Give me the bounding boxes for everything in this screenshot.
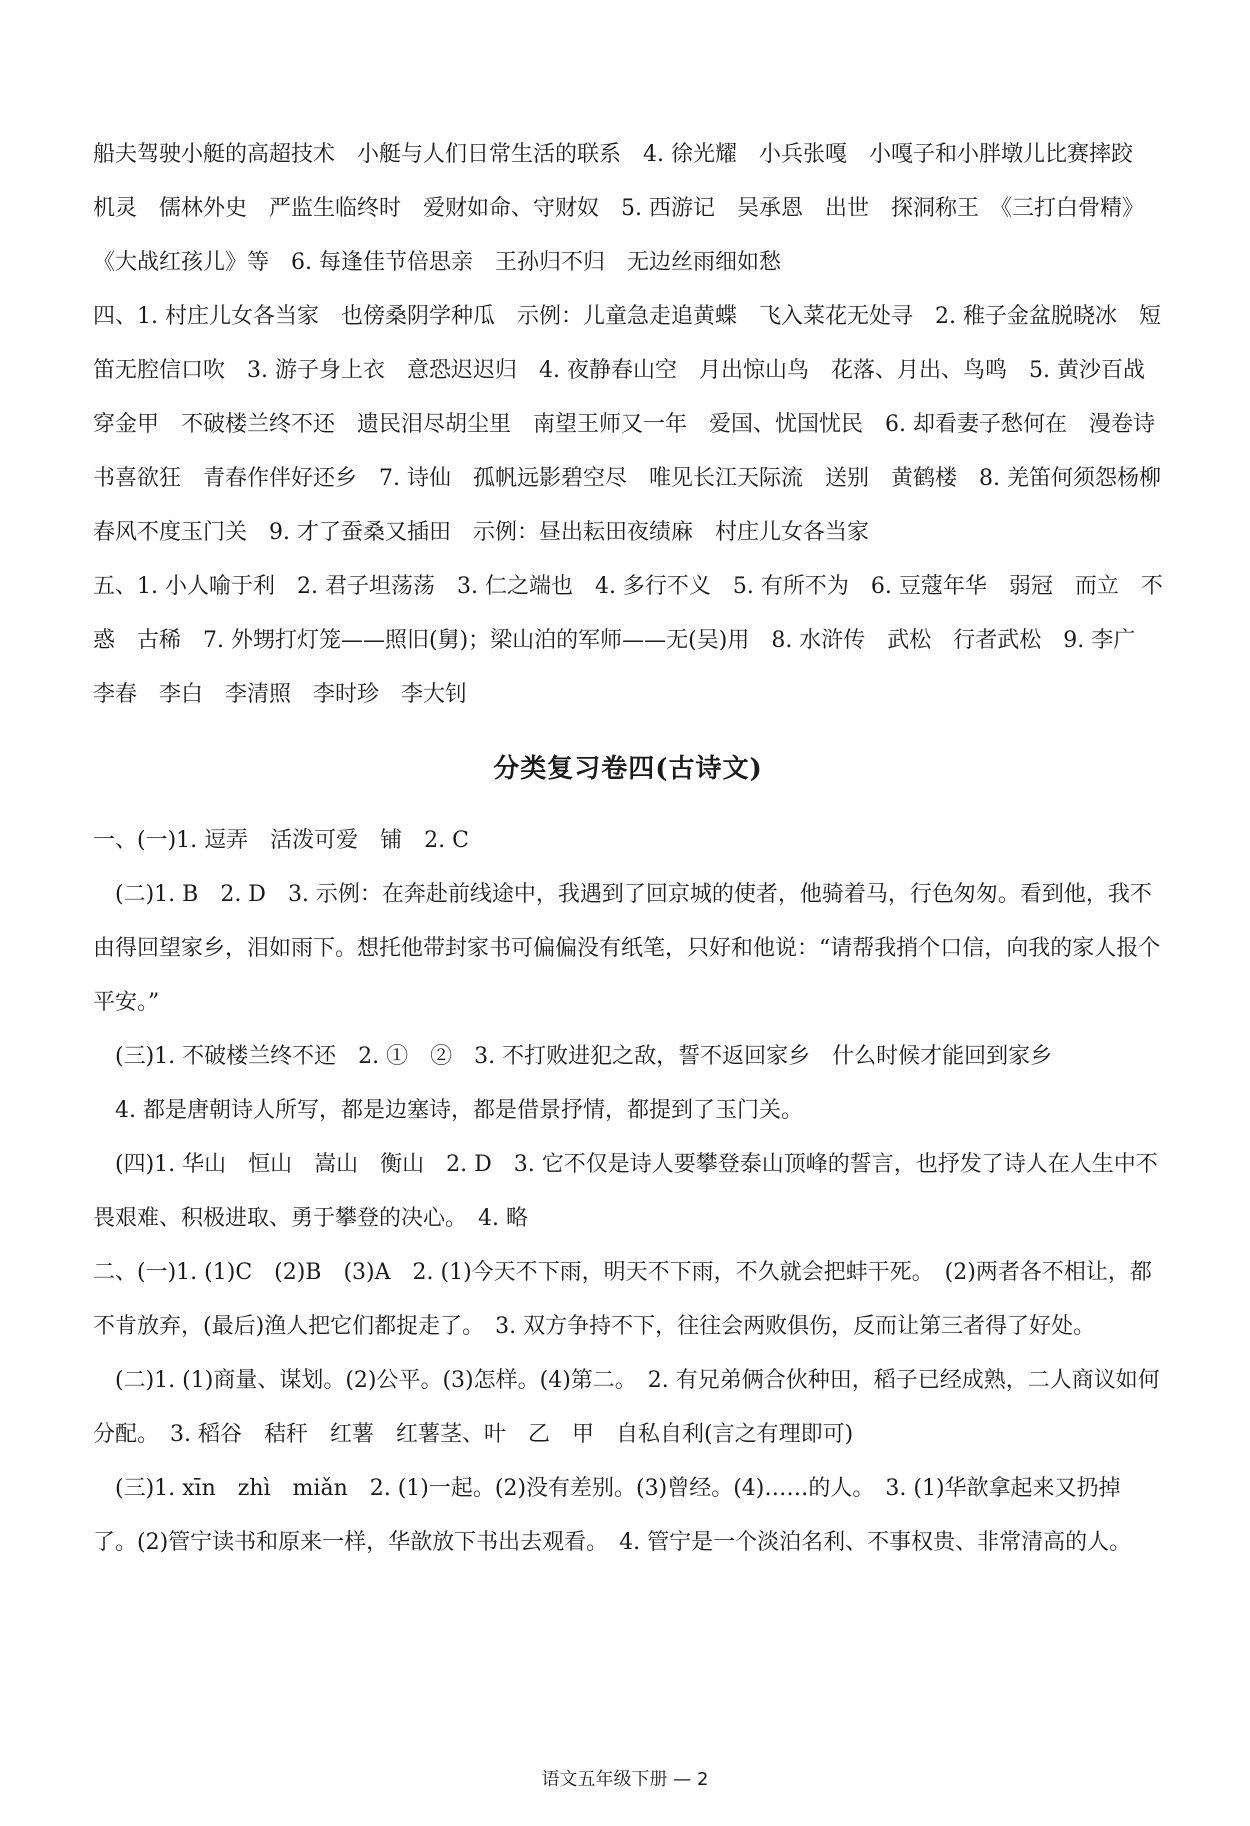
paragraph: 一、(一)1. 逗弄 活泼可爱 铺 2. C bbox=[93, 828, 469, 853]
page-footer: 语文五年级下册 — 2 bbox=[541, 1769, 709, 1790]
paragraph: 五、1. 小人喻于利 2. 君子坦荡荡 3. 仁之端也 4. 多行不义 5. 有所不为 6. 豆蔻年华 弱冠 而立 不惑 古稀 7. 外甥打灯笼——照旧(舅)；梁山泊的军师——无(吴)用 8. 水浒传 武松 行者武松 9. 李广 李春 李白 李清照 李时珍 李大钊 bbox=[93, 574, 1163, 707]
paragraph: (二)1. B 2. D 3. 示例：在奔赴前线途中，我遇到了回京城的使者，他骑着马，行色匆匆。看到他，我不由得回望家乡，泪如雨下。想托他带封家书可偏偏没有纸笔，只好和他说：“请帮我捎个口信，向我的家人报个平安。” bbox=[93, 882, 1161, 1015]
paragraph: 二、(一)1. (1)C (2)B (3)A 2. (1)今天不下雨，明天不下雨，不久就会把蚌干死。 (2)两者各不相让，都不肯放弃，(最后)渔人把它们都捉走了。 3. 双方争持不下，往往会两败俱伤，反而让第三者得了好处。 bbox=[93, 1260, 1152, 1339]
paragraph: (二)1. (1)商量、谋划。(2)公平。(3)怎样。(4)第二。 2. 有兄弟俩合伙种田，稻子已经成熟，二人商议如何分配。 3. 稻谷 秸秆 红薯 红薯茎、叶 乙 甲 自私自利(言之有理即可) bbox=[93, 1368, 1160, 1447]
paragraph: (四)1. 华山 恒山 嵩山 衡山 2. D 3. 它不仅是诗人要攀登泰山顶峰的誓言，也抒发了诗人在人生中不畏艰难、积极进取、勇于攀登的决心。 4. 略 bbox=[93, 1152, 1158, 1231]
paragraph: 四、1. 村庄儿女各当家 也傍桑阴学种瓜 示例：儿童急走追黄蝶 飞入菜花无处寻 2. 稚子金盆脱晓冰 短笛无腔信口吹 3. 游子身上衣 意恐迟迟归 4. 夜静春山空 月出惊山鸟 花落、月出、鸟鸣 5. 黄沙百战穿金甲 不破楼兰终不还 遗民泪尽胡尘里 南望王师又一年 爱国、忧国忧民 6. 却看妻子愁何在 漫卷诗书喜欲狂 青春作伴好还乡 7. 诗仙 孤帆远影碧空尽 唯见长江天际流 送别 黄鹤楼 8. 羌笛何须怨杨柳 春风不度玉门关 9. 才了蚕桑又插田 示例：昼出耘田夜绩麻 村庄儿女各当家 bbox=[93, 304, 1183, 545]
paragraph: 船夫驾驶小艇的高超技术 小艇与人们日常生活的联系 4. 徐光耀 小兵张嘎 小嘎子和小胖墩儿比赛摔跤 机灵 儒林外史 严监生临终时 爱财如命、守财奴 5. 西游记 吴承恩 出世 探洞称王 《三打白骨精》《大战红孩儿》等 6. 每逢佳节倍思亲 王孙归不归 无边丝雨细如愁 bbox=[93, 142, 1156, 275]
paragraph: (三)1. 不破楼兰终不还 2. ① ② 3. 不打败进犯之敌，誓不返回家乡 什么时候才能回到家乡 bbox=[93, 1044, 1053, 1069]
paragraph: 4. 都是唐朝诗人所写，都是边塞诗，都是借景抒情，都提到了玉门关。 bbox=[93, 1098, 803, 1123]
section-title: 分类复习卷四(古诗文) bbox=[493, 754, 763, 784]
paragraph: (三)1. xīn zhì miǎn 2. (1)一起。(2)没有差别。(3)曾经。(4)……的人。 3. (1)华歆拿起来又扔掉了。(2)管宁读书和原来一样，华歆放下书出去观看。 4. 管宁是一个淡泊名利、不事权贵、非常清高的人。 bbox=[93, 1476, 1132, 1555]
answer-content bbox=[93, 128, 1183, 1570]
